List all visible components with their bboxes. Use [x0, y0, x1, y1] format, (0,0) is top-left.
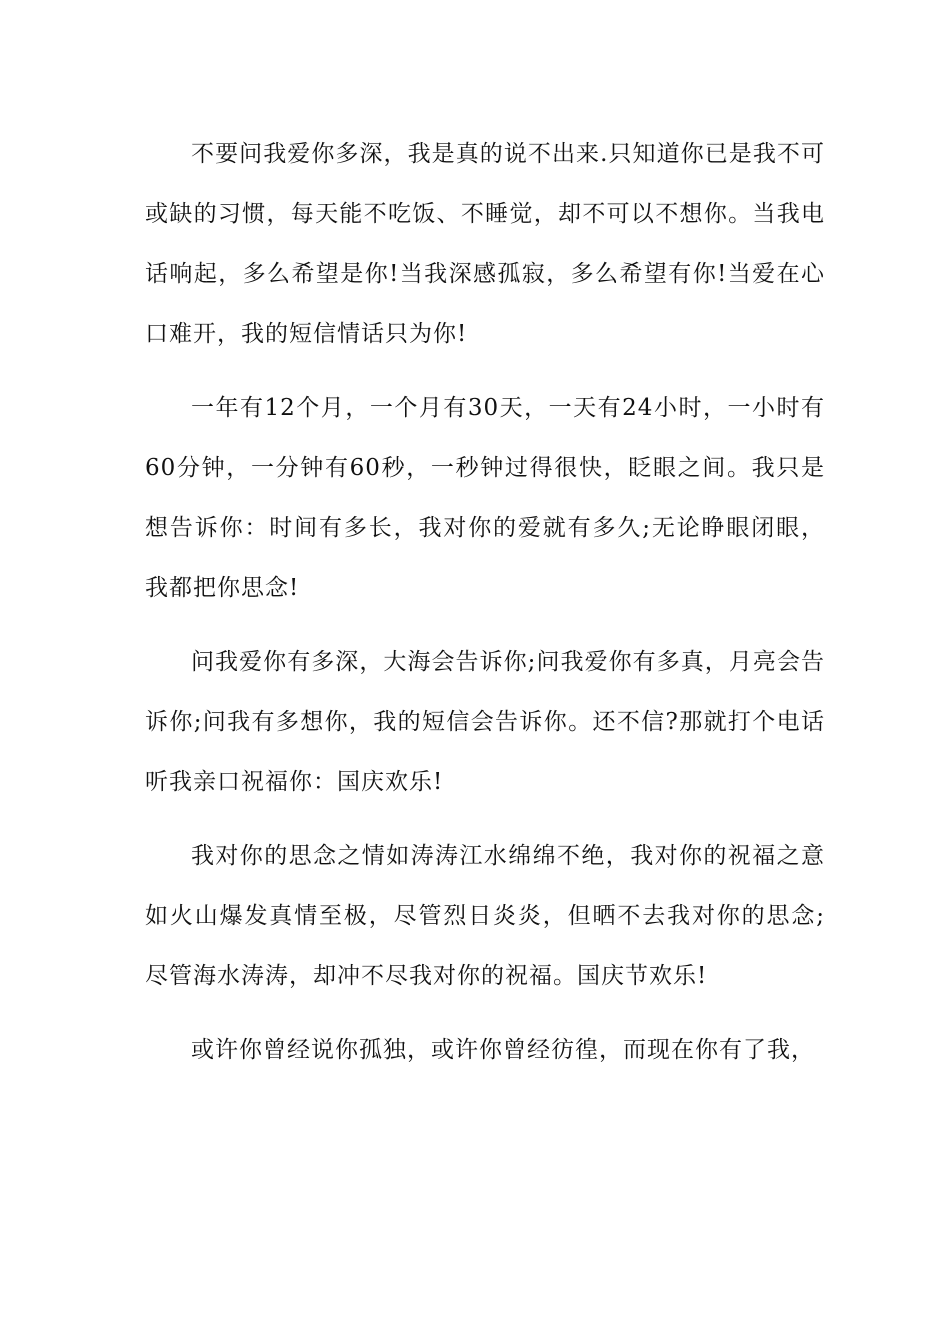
paragraph-1: 不要问我爱你多深，我是真的说不出来.只知道你已是我不可或缺的习惯，每天能不吃饭、不睡觉，却不可以不想你。当我电话响起，多么希望是你!当我深感孤寂，多么希望有你!当爱在心口难开，我的短信情话只为你!	[145, 141, 825, 347]
paragraph-2: 一年有12个月，一个月有30天，一天有24小时，一小时有60分钟，一分钟有60秒，一秒钟过得很快，眨眼之间。我只是想告诉你：时间有多长，我对你的爱就有多久;无论睁眼闭眼，我都把你思念!	[145, 395, 825, 601]
document-body	[145, 124, 825, 1094]
paragraph-3: 问我爱你有多深，大海会告诉你;问我爱你有多真，月亮会告诉你;问我有多想你，我的短信会告诉你。还不信?那就打个电话听我亲口祝福你：国庆欢乐!	[145, 649, 825, 795]
paragraph-5: 或许你曾经说你孤独，或许你曾经彷徨，而现在你有了我，	[191, 1037, 815, 1063]
paragraph-4: 我对你的思念之情如涛涛江水绵绵不绝，我对你的祝福之意如火山爆发真情至极，尽管烈日炎炎，但晒不去我对你的思念;尽管海水涛涛，却冲不尽我对你的祝福。国庆节欢乐!	[145, 843, 825, 989]
